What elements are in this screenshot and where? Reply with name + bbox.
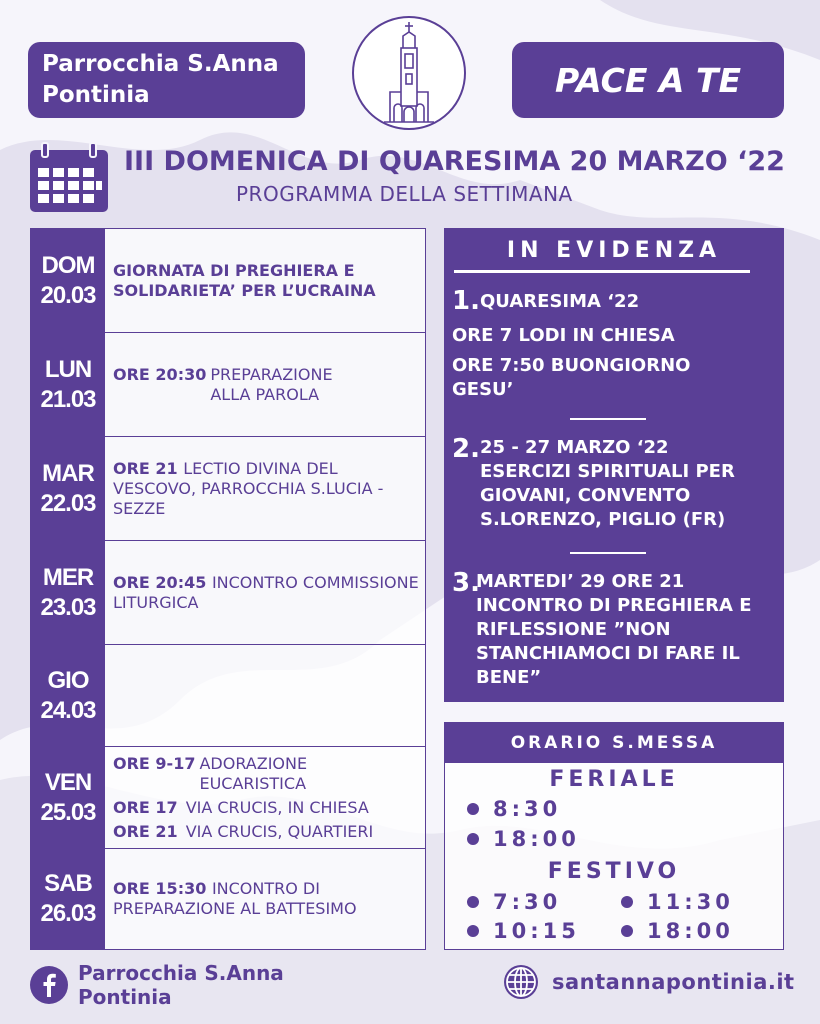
website-link[interactable]: [502, 963, 795, 1001]
event-text: VIA CRUCIS, IN CHIESA: [185, 798, 369, 817]
highlight-line: QUARESIMA ‘22: [480, 291, 640, 312]
day-label: VEN 25.03: [31, 747, 105, 849]
day-row: [31, 333, 425, 437]
parish-name-line2: Pontinia: [42, 82, 150, 108]
highlight-line: 25 - 27 MARZO ‘22: [480, 437, 669, 458]
facebook-link[interactable]: [30, 961, 284, 1009]
mass-schedule-title: ORARIO S.MESSA: [445, 723, 783, 763]
event-text: INCONTRO COMMISSIONE LITURGICA: [113, 573, 419, 612]
day-events: [113, 437, 421, 541]
event-time: ORE 17: [113, 798, 178, 817]
mass-time: 8:30: [467, 797, 561, 821]
day-row: [31, 747, 425, 849]
highlight-line: ESERCIZI SPIRITUALI PER GIOVANI, CONVENTO S.LORENZO, PIGLIO (FR): [480, 461, 735, 530]
day-events: [113, 229, 421, 333]
mass-time: 18:00: [467, 827, 580, 851]
day-label: SAB 26.03: [31, 849, 105, 949]
weekday-label: FERIALE: [549, 767, 679, 792]
event-text: GIORNATA DI PREGHIERA E SOLIDARIETA’ PER L’UCRAINA: [113, 261, 376, 300]
day-row: [31, 229, 425, 333]
facebook-icon: [30, 966, 68, 1004]
highlight-line: ORE 7 LODI IN CHIESA: [452, 325, 675, 346]
event-text: ADORAZIONE EUCARISTICA: [199, 754, 308, 793]
holiday-label: FESTIVO: [547, 859, 681, 884]
event-text: PREPARAZIONE ALLA PAROLA: [210, 365, 333, 404]
highlight-line: ORE 7:50 BUONGIORNO GESU’: [452, 355, 691, 400]
highlight-line: MARTEDI’ 29 ORE 21 INCONTRO DI PREGHIERA E RIFLESSIONE ”NON STANCHIAMOCI DI FARE IL BENE”: [476, 571, 752, 688]
event-time: ORE 9-17: [113, 754, 196, 773]
event-time: ORE 15:30: [113, 879, 207, 898]
facebook-name-line1: Parrocchia S.Anna: [78, 961, 284, 985]
day-row: [31, 849, 425, 949]
motto-text: PACE A TE: [554, 60, 741, 100]
mass-schedule-box: [444, 722, 784, 950]
mass-time: 10:15: [467, 919, 580, 943]
facebook-name-line2: Pontinia: [78, 985, 172, 1009]
day-events: [113, 541, 421, 645]
page-subtitle: PROGRAMMA DELLA SETTIMANA: [236, 182, 573, 206]
page-title: III DOMENICA DI QUARESIMA 20 MARZO ‘22: [124, 146, 785, 177]
day-events: [113, 849, 421, 949]
highlight-number: 3.: [452, 568, 480, 598]
day-label: DOM 20.03: [31, 229, 105, 333]
day-events: [113, 747, 421, 849]
day-row: [31, 541, 425, 645]
event-time: ORE 20:45: [113, 573, 207, 592]
weekly-schedule: [30, 228, 426, 950]
day-label: MER 23.03: [31, 541, 105, 645]
day-label: GIO 24.03: [31, 645, 105, 747]
parish-name-box: [28, 42, 305, 118]
day-label: MAR 22.03: [31, 437, 105, 541]
highlights-box: [444, 228, 784, 702]
day-row: [31, 645, 425, 747]
event-text: VIA CRUCIS, QUARTIERI: [185, 822, 374, 841]
highlight-number: 2.: [452, 434, 480, 464]
day-label: LUN 21.03: [31, 333, 105, 437]
motto-box: [512, 42, 784, 118]
event-time: ORE 21: [113, 459, 178, 478]
day-events: [113, 333, 421, 437]
parish-name-line1: Parrocchia S.Anna: [42, 51, 279, 77]
mass-time: 7:30: [467, 890, 561, 914]
church-logo-icon: [352, 16, 466, 130]
mass-time: 11:30: [621, 890, 734, 914]
highlight-number: 1.: [452, 286, 480, 316]
event-text: LECTIO DIVINA DEL VESCOVO, PARROCCHIA S.LUCIA - SEZZE: [113, 459, 384, 518]
globe-icon: [502, 963, 540, 1001]
calendar-icon: [28, 142, 110, 214]
mass-time: 18:00: [621, 919, 734, 943]
event-time: ORE 20:30: [113, 365, 207, 384]
event-text: INCONTRO DI PREPARAZIONE AL BATTESIMO: [113, 879, 357, 918]
website-url: santannapontinia.it: [552, 970, 795, 994]
event-time: ORE 21: [113, 822, 178, 841]
day-row: [31, 437, 425, 541]
highlights-title: IN EVIDENZA: [506, 238, 722, 263]
